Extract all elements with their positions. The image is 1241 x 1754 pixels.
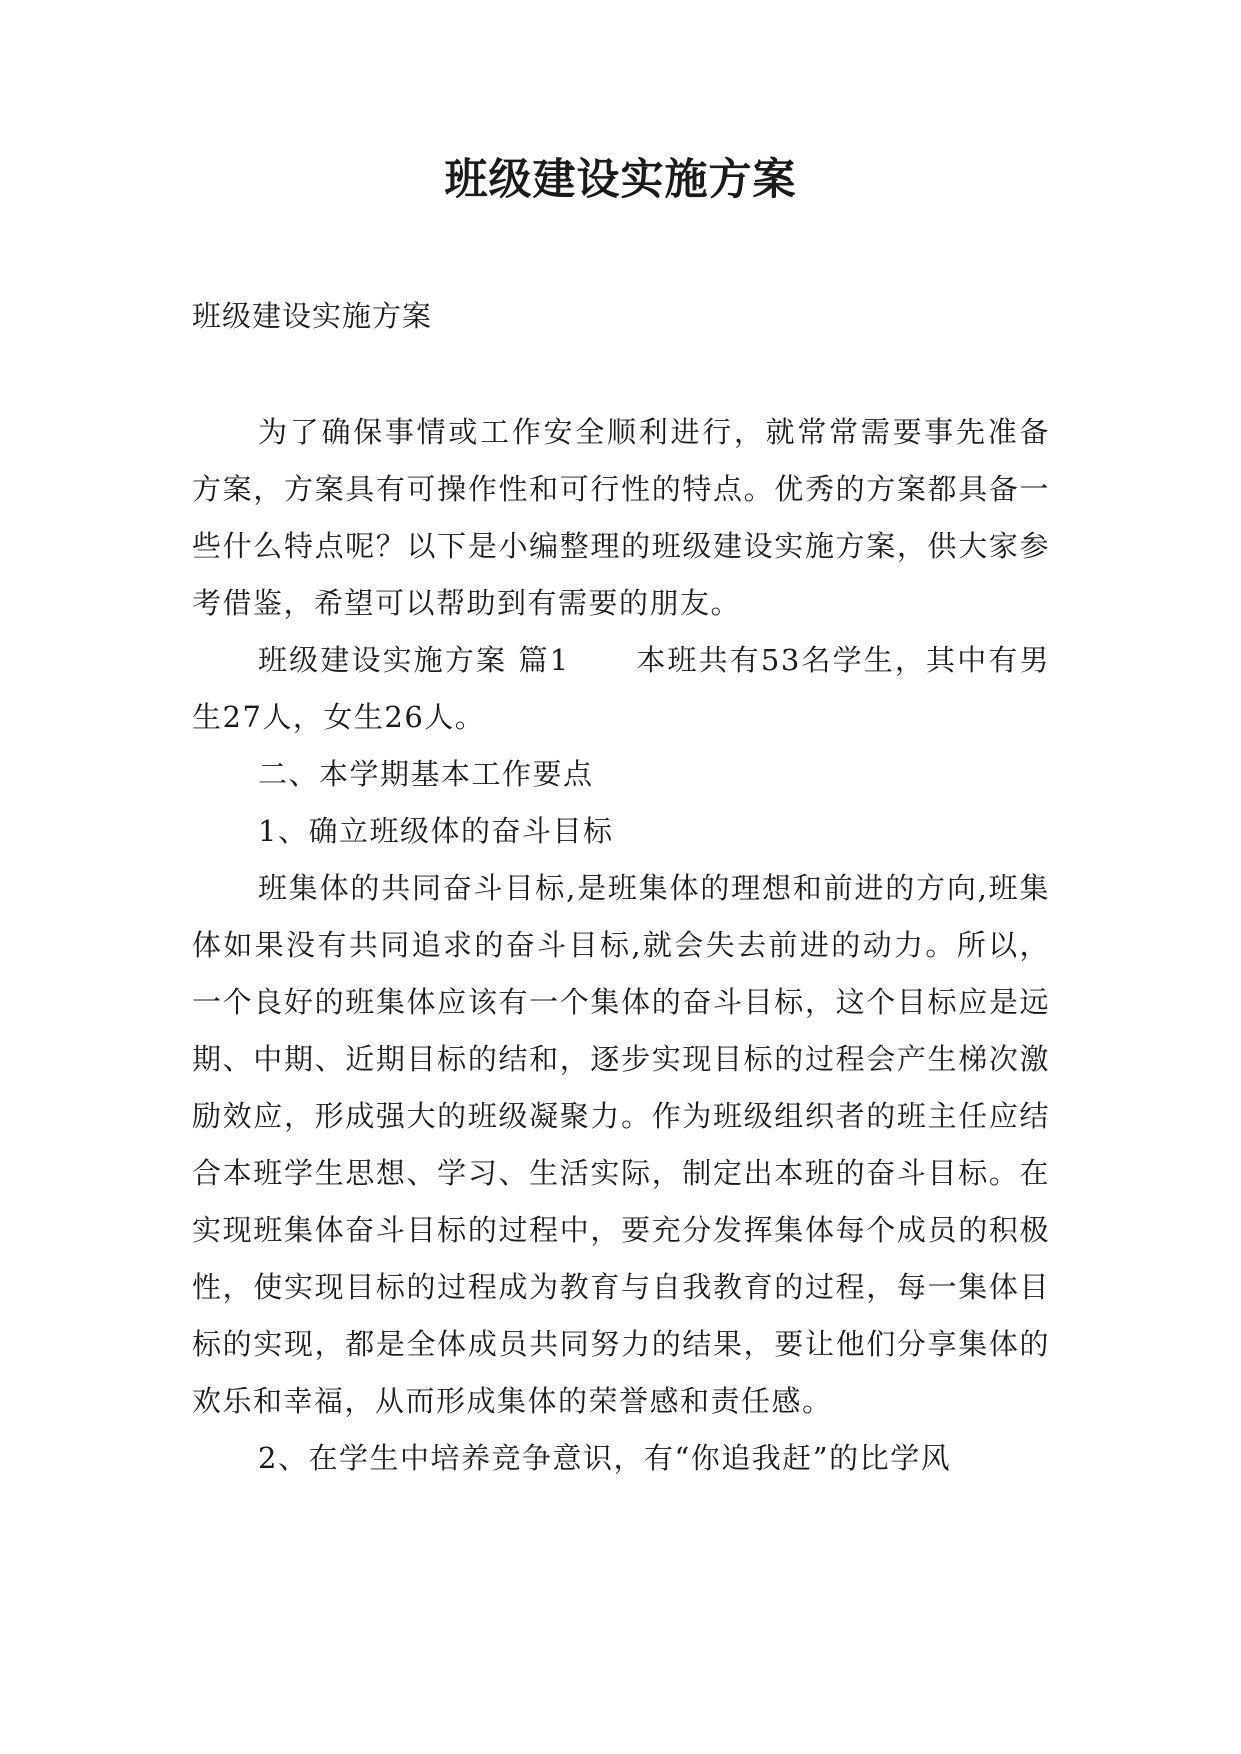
section-text: 本班共有53名学生，其中有男生27人，女生26人。 bbox=[192, 643, 1051, 734]
heading-work-points: 二、本学期基本工作要点 bbox=[258, 757, 594, 791]
goal-paragraph: 班集体的共同奋斗目标,是班集体的理想和前进的方向,班集体如果没有共同追求的奋斗目标,就会失去前进的动力。所以，一个良好的班集体应该有一个集体的奋斗目标，这个目标应是远期、中期、近期目标的结和，逐步实现目标的过程会产生梯次激励效应，形成强大的班级凝聚力。作为班级组织者的班主任应结合本班学生思想、学习、生活实际，制定出本班的奋斗目标。在实现班集体奋斗目标的过程中，要充分发挥集体每个成员的积极性，使实现目标的过程成为教育与自我教育的过程，每一集体目标的实现，都是全体成员共同努力的结果，要让他们分享集体的欢乐和幸福，从而形成集体的荣誉感和责任感。 bbox=[192, 871, 1050, 1418]
heading-goal: 1、确立班级体的奋斗目标 bbox=[258, 814, 614, 848]
intro-paragraph: 为了确保事情或工作安全顺利进行，就常常需要事先准备方案，方案具有可操作性和可行性的特点。优秀的方案都具备一些什么特点呢？以下是小编整理的班级建设实施方案，供大家参考借鉴，希望可以帮助到有需要的朋友。 bbox=[192, 415, 1050, 620]
document-subtitle: 班级建设实施方案 bbox=[192, 299, 433, 333]
section-heading: 班级建设实施方案 篇1 bbox=[258, 643, 570, 677]
competition-paragraph: 2、在学生中培养竞争意识，有“你追我赶”的比学风 bbox=[258, 1441, 952, 1475]
document-title: 班级建设实施方案 bbox=[444, 155, 797, 205]
section-paragraph bbox=[192, 632, 1050, 746]
document-body bbox=[192, 404, 1050, 1487]
